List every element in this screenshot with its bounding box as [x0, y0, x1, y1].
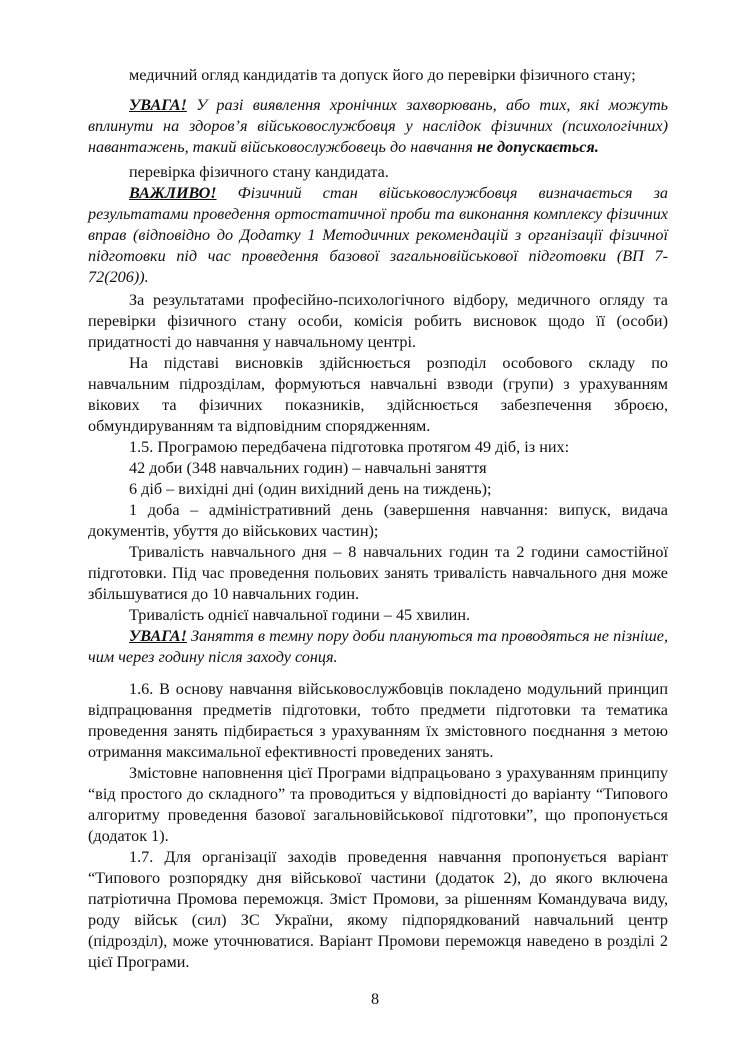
paragraph-commission-conclusion: За результатами професійно-психологічного відбору, медичного огляду та перевірки фізичного стану особи, комісія робить висновок щодо її (особи) придатності до навчання у навчальному центрі. — [88, 291, 668, 351]
training-day-duration: Тривалість навчального дня – 8 навчальних годин та 2 години самостійної підготовки. Під час проведення польових занять тривалість навчального дня може збільшуватися до 10 навчальних годин. — [88, 543, 668, 603]
warning-dark-time — [88, 626, 668, 668]
training-days-line: 42 доби (348 навчальних годин) – навчальні заняття — [129, 459, 487, 477]
section-1-7-paragraph: 1.7. Для організації заходів проведення навчання пропонується варіант “Типового розпорядку дня військової частини (додаток 2), до якого включена патріотична Промова переможця. Зміст Промови, за рішенням Командувача виду, роду військ (сил) ЗС України, якому підпорядкований навчальний центр (підрозділ), може уточнюватися. Варіант Промови переможця наведено в розділі 2 цієї Програми. — [88, 848, 668, 971]
important-note — [88, 183, 668, 288]
warning-label: УВАГА! — [129, 627, 187, 645]
section-1-5-intro: 1.5. Програмою передбачена підготовка протягом 49 діб, із них: — [129, 438, 570, 456]
page-number: 8 — [370, 990, 380, 1008]
paragraph-physical-check: перевірка фізичного стану кандидата. — [129, 163, 389, 181]
training-hour-duration: Тривалість однієї навчальної години – 45 хвилин. — [129, 606, 471, 624]
warning-text: У разі виявлення хронічних захворювань, або тих, які можуть вплинути на здоров’я військовослужбовця у наслідок фізичних (психологічних) навантажень, такий військовослужбовець до навчання — [88, 96, 668, 156]
paragraph-medical-exam: медичний огляд кандидатів та допуск його до перевірки фізичного стану; — [129, 66, 636, 84]
days-off-line: 6 діб – вихідні дні (один вихідний день на тиждень); — [129, 480, 492, 498]
warning-text: Заняття в темну пору доби плануються та проводяться не пізніше, чим через годину після заходу сонця. — [88, 627, 668, 666]
important-text: Фізичний стан військовослужбовця визначається за результатами проведення ортостатичної проби та виконання комплексу фізичних вправ (відповідно до Додатку 1 Методичних рекомендацій з організації фізичної підготовки під час проведення базової загальновійськової підготовки (ВП 7-72(206)). — [88, 184, 668, 286]
administrative-day-line: 1 доба – адміністративний день (завершення навчання: випуск, видача документів, убуття до військових частин); — [88, 501, 668, 540]
section-1-6-paragraph-1: 1.6. В основу навчання військовослужбовців покладено модульний принцип відпрацювання предметів підготовки, тобто предмети підготовки та тематика проведення занять підбирається з урахуванням їх змістовного поєднання з метою отримання максимальної ефективності проведених занять. — [88, 680, 668, 761]
paragraph-personnel-distribution: На підставі висновків здійснюється розподіл особового складу по навчальним підрозділам, формуються навчальні взводи (групи) з урахуванням вікових та фізичних показників, здійснюється забезпечення зброєю, обмундируванням та відповідним спорядженням. — [88, 354, 668, 435]
important-label: ВАЖЛИВО! — [129, 184, 217, 202]
section-1-6-paragraph-2: Змістовне наповнення цієї Програми відпрацьовано з урахуванням принципу “від простого до складного” та проводиться у відповідності до варіанту “Типового алгоритму проведення базової загальновійськової підготовки”, що пропонується (додаток 1). — [88, 764, 668, 845]
warning-emphasis: не допускається. — [476, 138, 599, 156]
warning-label: УВАГА! — [129, 96, 187, 114]
warning-chronic-diseases — [88, 95, 668, 158]
